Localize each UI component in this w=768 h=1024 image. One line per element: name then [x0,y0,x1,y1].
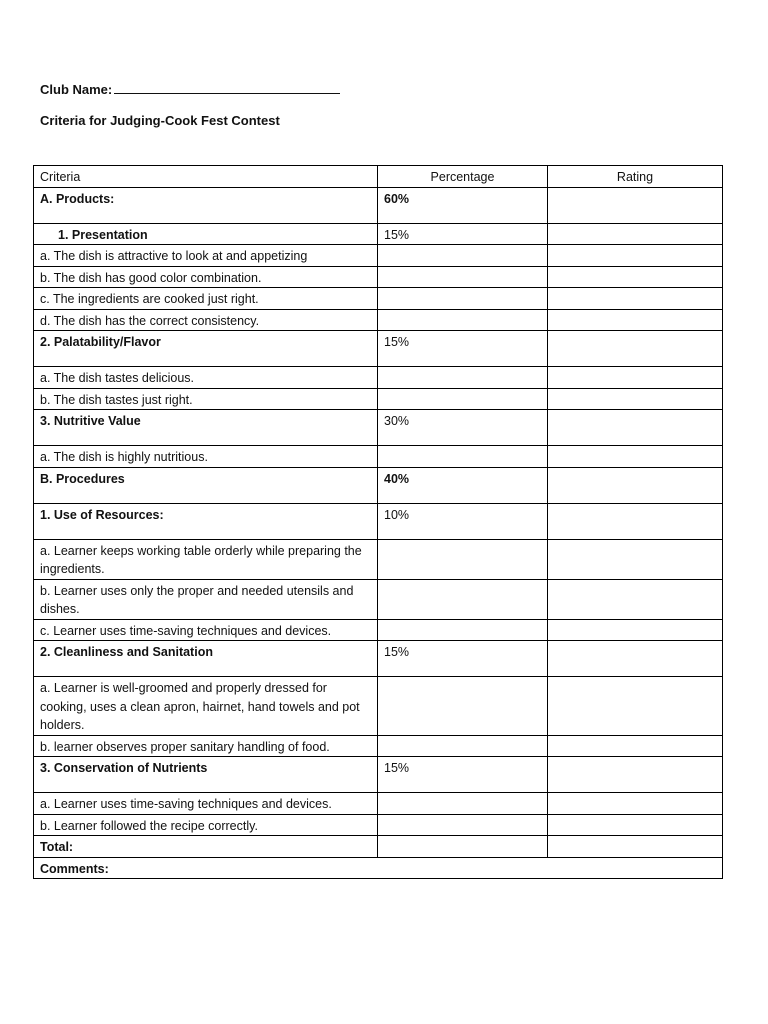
rating-cell[interactable] [548,793,723,815]
table-row [34,641,723,677]
rating-cell[interactable] [548,245,723,267]
rating-cell[interactable] [548,223,723,245]
percentage-cell: 15% [378,331,548,367]
rating-cell[interactable] [548,677,723,736]
criteria-cell: A. Products: [34,187,378,223]
percentage-cell [378,288,548,310]
rating-cell[interactable] [548,309,723,331]
criteria-cell: b. The dish tastes just right. [34,388,378,410]
criteria-cell: 1. Presentation [34,223,378,245]
percentage-cell [378,677,548,736]
criteria-cell: a. Learner uses time-saving techniques and devices. [34,793,378,815]
criteria-cell: b. Learner followed the recipe correctly. [34,814,378,836]
percentage-cell [378,245,548,267]
percentage-cell [378,309,548,331]
rating-cell[interactable] [548,446,723,468]
percentage-cell [378,539,548,579]
table-row [34,814,723,836]
percentage-cell [378,446,548,468]
column-header-rating: Rating [548,166,723,188]
rating-cell[interactable] [548,367,723,389]
criteria-cell: a. The dish is highly nutritious. [34,446,378,468]
table-row [34,388,723,410]
form-subtitle: Criteria for Judging-Cook Fest Contest [40,113,280,128]
rating-cell[interactable] [548,619,723,641]
criteria-cell: a. Learner keeps working table orderly while preparing the ingredients. [34,539,378,579]
comments-cell[interactable]: Comments: [34,857,723,879]
table-row [34,619,723,641]
criteria-cell: B. Procedures [34,467,378,503]
total-label: Total: [34,836,378,858]
criteria-cell: b. The dish has good color combination. [34,266,378,288]
table-row [34,288,723,310]
table-row [34,539,723,579]
percentage-cell: 10% [378,503,548,539]
criteria-cell: d. The dish has the correct consistency. [34,309,378,331]
rating-cell[interactable] [548,814,723,836]
criteria-cell: 3. Conservation of Nutrients [34,757,378,793]
table-row [34,223,723,245]
club-name-field [40,81,340,97]
table-row [34,187,723,223]
rating-cell[interactable] [548,266,723,288]
percentage-cell [378,579,548,619]
criteria-cell: a. The dish tastes delicious. [34,367,378,389]
rating-cell[interactable] [548,539,723,579]
criteria-table [33,165,723,879]
table-row [34,735,723,757]
percentage-cell: 30% [378,410,548,446]
criteria-cell: 2. Cleanliness and Sanitation [34,641,378,677]
percentage-cell [378,619,548,641]
rating-cell[interactable] [548,579,723,619]
comments-row [34,857,723,879]
table-row [34,309,723,331]
table-row [34,793,723,815]
table-row [34,245,723,267]
rating-cell[interactable] [548,187,723,223]
table-row [34,467,723,503]
table-row [34,677,723,736]
table-row [34,446,723,468]
rating-cell[interactable] [548,503,723,539]
table-row [34,367,723,389]
percentage-cell: 15% [378,757,548,793]
column-header-criteria: Criteria [34,166,378,188]
percentage-cell: 40% [378,467,548,503]
rating-cell[interactable] [548,641,723,677]
rating-cell[interactable] [548,331,723,367]
rating-cell[interactable] [548,410,723,446]
criteria-cell: a. The dish is attractive to look at and appetizing [34,245,378,267]
table-row [34,503,723,539]
criteria-cell: b. learner observes proper sanitary handling of food. [34,735,378,757]
club-name-label: Club Name: [40,82,113,97]
rating-cell[interactable] [548,735,723,757]
rating-cell[interactable] [548,388,723,410]
percentage-cell [378,367,548,389]
table-row [34,410,723,446]
criteria-cell: c. The ingredients are cooked just right. [34,288,378,310]
rating-cell[interactable] [548,467,723,503]
criteria-cell: 2. Palatability/Flavor [34,331,378,367]
percentage-cell [378,814,548,836]
rating-cell[interactable] [548,288,723,310]
rating-cell[interactable] [548,757,723,793]
club-name-blank-line[interactable] [114,81,340,94]
criteria-cell: c. Learner uses time-saving techniques and devices. [34,619,378,641]
percentage-cell: 60% [378,187,548,223]
criteria-cell: b. Learner uses only the proper and needed utensils and dishes. [34,579,378,619]
table-header-row [34,166,723,188]
table-row [34,757,723,793]
column-header-percentage: Percentage [378,166,548,188]
total-row [34,836,723,858]
criteria-cell: a. Learner is well-groomed and properly dressed for cooking, uses a clean apron, hairnet, hand towels and pot holders. [34,677,378,736]
total-percentage-cell[interactable] [378,836,548,858]
criteria-cell: 1. Use of Resources: [34,503,378,539]
percentage-cell [378,735,548,757]
total-rating-cell[interactable] [548,836,723,858]
percentage-cell: 15% [378,223,548,245]
percentage-cell: 15% [378,641,548,677]
percentage-cell [378,388,548,410]
table-row [34,579,723,619]
criteria-cell: 3. Nutritive Value [34,410,378,446]
table-row [34,266,723,288]
percentage-cell [378,793,548,815]
table-row [34,331,723,367]
percentage-cell [378,266,548,288]
